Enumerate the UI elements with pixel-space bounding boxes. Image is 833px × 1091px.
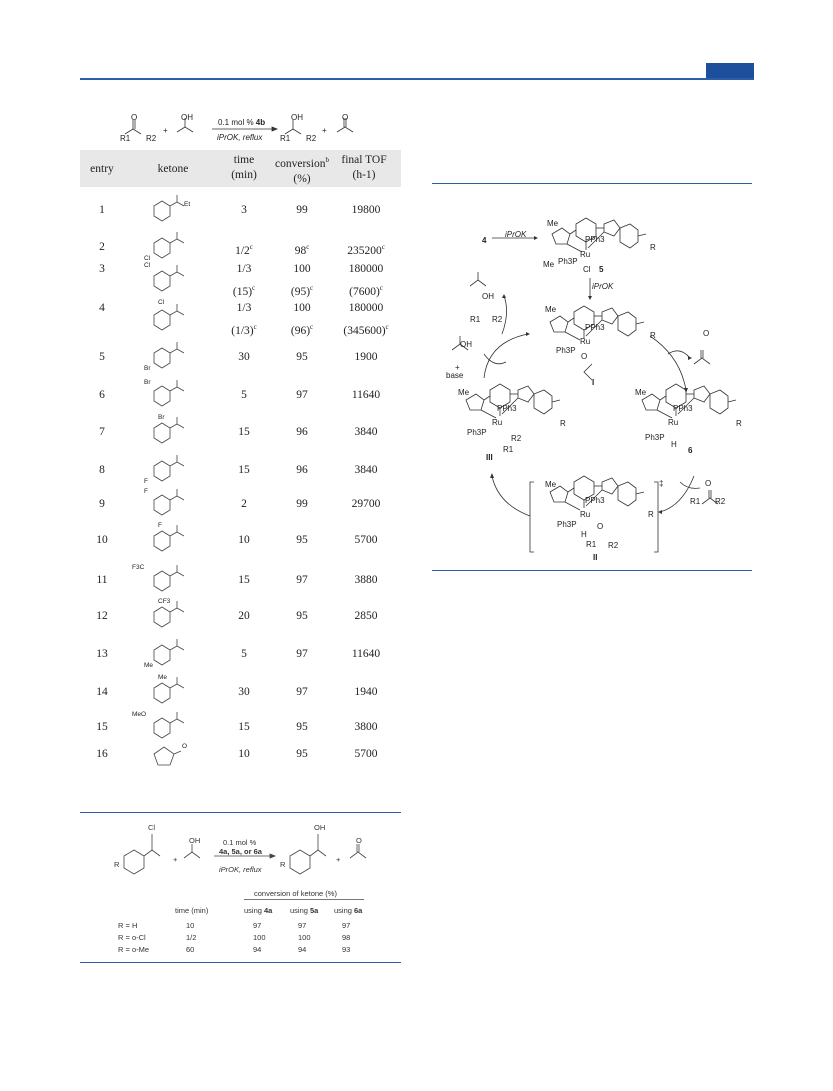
table-row bbox=[80, 345, 401, 375]
table-row bbox=[80, 711, 401, 745]
label-ru-5: Ru bbox=[580, 250, 591, 259]
t2-group-underline bbox=[244, 899, 364, 900]
ketone-substituent: F bbox=[158, 522, 162, 529]
substituent-cell: R = H bbox=[118, 921, 138, 930]
tof-cell: 3800 bbox=[354, 721, 378, 733]
table-row bbox=[80, 742, 401, 772]
conversion-cell: 93 bbox=[342, 945, 351, 954]
label-r1-3: R1 bbox=[503, 445, 514, 454]
table-row bbox=[80, 674, 401, 710]
label-o-1: O bbox=[581, 352, 588, 361]
label-pph3-2: PPh3 bbox=[585, 496, 605, 505]
label-iprok: iPrOK bbox=[505, 230, 527, 239]
conversion-cell: 97 bbox=[296, 648, 308, 660]
conversion-cell: 97 bbox=[253, 921, 262, 930]
label-cl-5: Cl bbox=[583, 265, 591, 274]
ketone-structure bbox=[140, 486, 200, 520]
entry-cell: 8 bbox=[99, 464, 105, 476]
table-row bbox=[80, 379, 401, 413]
label-oh-ipa: OH bbox=[460, 340, 472, 349]
label-ph3p-1: Ph3P bbox=[556, 346, 576, 355]
time-cell: 30 bbox=[238, 686, 250, 698]
conversion-cell: 95 bbox=[296, 748, 308, 760]
t2-using-4a: using 4a bbox=[244, 906, 273, 915]
label-base: base bbox=[446, 371, 464, 380]
conversion-cell: 99 bbox=[296, 498, 308, 510]
tof-cell: 235200$^c$ bbox=[347, 243, 385, 257]
entry-cell: 3 bbox=[99, 263, 105, 275]
t2-reagent-3: iPrOK, reflux bbox=[219, 865, 262, 874]
time-cell: 20 bbox=[238, 610, 250, 622]
time-cell: 2 bbox=[241, 498, 247, 510]
label-r-3: R bbox=[560, 419, 566, 428]
tof-cell: 2850 bbox=[354, 610, 378, 622]
scheme-rule-bottom bbox=[432, 570, 752, 571]
ketone-structure bbox=[140, 562, 200, 596]
entry-cell: 9 bbox=[99, 498, 105, 510]
label-me-6: Me bbox=[635, 388, 647, 397]
col-ketone: ketone bbox=[157, 163, 189, 175]
table-row bbox=[80, 488, 401, 522]
ketone-structure bbox=[140, 674, 200, 708]
t1-reagent-top: 0.1 mol % 4b bbox=[218, 118, 266, 127]
time-cell: 15 bbox=[238, 464, 250, 476]
label-r2-product: R2 bbox=[492, 315, 503, 324]
t2-using-6a: using 6a bbox=[334, 906, 363, 915]
t1-plus2: + bbox=[322, 126, 327, 135]
label-o-ketone: O bbox=[705, 479, 712, 488]
label-r1-product: R1 bbox=[470, 315, 481, 324]
ketone-substituent: MeO bbox=[132, 711, 147, 718]
conversion-cell: 100 bbox=[253, 933, 266, 942]
label-r1-2: R1 bbox=[586, 540, 597, 549]
t1-r1: R1 bbox=[120, 134, 131, 143]
entry-cell: 16 bbox=[96, 748, 108, 760]
tof-cell: 11640 bbox=[351, 648, 381, 660]
label-6: 6 bbox=[688, 446, 693, 455]
ketone-structure bbox=[140, 414, 200, 448]
time-cell: 10 bbox=[238, 534, 250, 546]
label-I: I bbox=[592, 378, 595, 387]
conversion-cell: 94 bbox=[253, 945, 262, 954]
table-row bbox=[80, 262, 401, 298]
entry-cell: 14 bbox=[96, 686, 108, 698]
entry-cell: 5 bbox=[99, 351, 105, 363]
ketone-substituent: Cl bbox=[144, 255, 151, 262]
label-r-2: R bbox=[648, 510, 654, 519]
tof-cell: 5700 bbox=[354, 534, 378, 546]
t2-using-5a: using 5a bbox=[290, 906, 319, 915]
table-row bbox=[80, 198, 401, 228]
tof-cell: 1940 bbox=[354, 686, 378, 698]
label-h-6: H bbox=[671, 440, 677, 449]
tof-cell: 3840 bbox=[354, 426, 378, 438]
ketone-substituent: Et bbox=[184, 201, 191, 208]
label-pph3-3: PPh3 bbox=[497, 404, 517, 413]
ketone-substituent: O bbox=[182, 743, 188, 750]
t1-r1-product: R1 bbox=[280, 134, 291, 143]
t2-o: O bbox=[356, 836, 362, 845]
label-me-5b: Me bbox=[543, 260, 555, 269]
table-row bbox=[80, 642, 401, 672]
entry-cell: 11 bbox=[96, 574, 108, 586]
label-4: 4 bbox=[482, 236, 487, 245]
conversion-cell: 95 bbox=[296, 610, 308, 622]
ketone-substituent: CF3 bbox=[158, 598, 171, 605]
ketone-structure bbox=[140, 192, 200, 226]
t1-oh: OH bbox=[181, 113, 193, 122]
conversion-cell: 97 bbox=[296, 389, 308, 401]
ketone-structure bbox=[140, 736, 200, 770]
entry-cell: 4 bbox=[99, 302, 105, 314]
table-row bbox=[80, 522, 401, 558]
time-cell: 1/3 $(1/3)^c$ bbox=[231, 302, 257, 337]
tof-cell: 1900 bbox=[354, 351, 378, 363]
time-cell: 1/3 $(15)^c$ bbox=[232, 263, 256, 298]
ketone-substituent: Br bbox=[144, 379, 151, 386]
t1-plus: + bbox=[163, 126, 168, 135]
conversion-cell: 99 bbox=[296, 204, 308, 216]
t2-r-reactant: R bbox=[114, 860, 120, 869]
label-III: III bbox=[486, 453, 493, 462]
ketone-structure bbox=[140, 452, 200, 486]
conversion-cell: 95 bbox=[296, 534, 308, 546]
label-r1-ketone: R1 bbox=[690, 497, 701, 506]
ketone-substituent: Me bbox=[158, 674, 168, 681]
col-time: time (min) bbox=[231, 154, 257, 181]
entry-cell: 1 bbox=[99, 204, 105, 216]
time-cell: 5 bbox=[241, 648, 247, 660]
label-o-2: O bbox=[597, 522, 604, 531]
conversion-cell: 95 bbox=[296, 351, 308, 363]
label-h-2: H bbox=[581, 530, 587, 539]
table-row bbox=[80, 414, 401, 450]
conversion-cell: 95 bbox=[296, 721, 308, 733]
label-ru-6: Ru bbox=[668, 418, 679, 427]
t2-cl: Cl bbox=[148, 823, 156, 832]
entry-cell: 13 bbox=[96, 648, 108, 660]
header-rule bbox=[80, 78, 754, 80]
substituent-cell: R = o-Cl bbox=[118, 933, 146, 942]
col-entry: entry bbox=[90, 163, 114, 175]
t1-o-acetone: O bbox=[342, 113, 349, 122]
label-plus: + bbox=[455, 363, 460, 372]
conversion-cell: 94 bbox=[298, 945, 307, 954]
label-ph3p-3: Ph3P bbox=[467, 428, 487, 437]
label-r-1: R bbox=[650, 331, 656, 340]
substituent-cell: R = o-Me bbox=[118, 945, 150, 954]
ketone-substituent: Cl bbox=[158, 299, 165, 306]
label-oh-product: OH bbox=[482, 292, 494, 301]
ketone-substituent: Br bbox=[158, 414, 165, 421]
conversion-cell: 97 bbox=[296, 686, 308, 698]
label-5: 5 bbox=[599, 265, 604, 274]
label-II: II bbox=[593, 553, 598, 562]
time-cell: 5 bbox=[241, 389, 247, 401]
conversion-cell: 100 bbox=[298, 933, 311, 942]
col-tof: final TOF (h-1) bbox=[341, 154, 387, 181]
t2-r-product: R bbox=[280, 860, 286, 869]
label-ru-2: Ru bbox=[580, 510, 591, 519]
label-o-acetone: O bbox=[703, 329, 710, 338]
time-cell: 15 bbox=[238, 574, 250, 586]
t2-reagent-2: 4a, 5a, or 6a bbox=[219, 847, 262, 856]
time-cell: 1/2$^c$ bbox=[235, 243, 253, 257]
label-me-5a: Me bbox=[547, 219, 559, 228]
entry-cell: 15 bbox=[96, 721, 108, 733]
conversion-cell: 98$^c$ bbox=[294, 243, 310, 257]
conversion-cell: 97 bbox=[298, 921, 307, 930]
ketone-substituent: F bbox=[144, 488, 148, 495]
t2-plus1: + bbox=[173, 855, 178, 864]
time-cell: 10 bbox=[238, 748, 250, 760]
t2-plus2: + bbox=[336, 855, 341, 864]
conversion-cell: 97 bbox=[296, 574, 308, 586]
ketone-substituent: Me bbox=[144, 662, 154, 669]
time-cell: 30 bbox=[238, 351, 250, 363]
time-cell: 10 bbox=[186, 921, 195, 930]
time-cell: 60 bbox=[186, 945, 195, 954]
table2-rule-top bbox=[80, 812, 401, 813]
label-pph3-5: PPh3 bbox=[585, 235, 605, 244]
table2-rule-bottom bbox=[80, 962, 401, 963]
ketone-substituent: F3C bbox=[132, 564, 145, 571]
tof-cell: 19800 bbox=[351, 204, 381, 216]
table-row bbox=[80, 458, 401, 488]
tof-cell: 11640 bbox=[351, 389, 381, 401]
t1-oh-product: OH bbox=[291, 113, 303, 122]
ketone-structure bbox=[140, 301, 200, 335]
tof-cell: 5700 bbox=[354, 748, 378, 760]
t2-reagent-1: 0.1 mol % bbox=[223, 838, 257, 847]
tof-cell: 180000 $(7600)^c$ bbox=[348, 263, 384, 298]
label-ph3p-5: Ph3P bbox=[558, 257, 578, 266]
ketone-substituent: Cl bbox=[144, 262, 151, 269]
t1-r2: R2 bbox=[146, 134, 157, 143]
time-cell: 15 bbox=[238, 721, 250, 733]
label-iprok2: iPrOK bbox=[592, 282, 614, 291]
label-r-6: R bbox=[736, 419, 742, 428]
conversion-cell: 100 $(95)^c$ bbox=[290, 263, 314, 298]
label-ru-3: Ru bbox=[492, 418, 503, 427]
t1-reagent-bottom: iPrOK, reflux bbox=[217, 133, 263, 142]
label-pph3-1: PPh3 bbox=[585, 323, 605, 332]
entry-cell: 6 bbox=[99, 389, 105, 401]
conversion-cell: 97 bbox=[342, 921, 351, 930]
col-conversion: conversion$^b$ (%) bbox=[275, 156, 329, 185]
label-ru-1: Ru bbox=[580, 337, 591, 346]
conversion-cell: 96 bbox=[296, 464, 308, 476]
t2-group-header: conversion of ketone (%) bbox=[254, 889, 337, 898]
conversion-cell: 96 bbox=[296, 426, 308, 438]
tof-cell: 3880 bbox=[354, 574, 378, 586]
label-ph3p-6: Ph3P bbox=[645, 433, 665, 442]
scheme-rule-top bbox=[432, 183, 752, 184]
tof-cell: 29700 bbox=[351, 498, 381, 510]
table-row bbox=[80, 299, 401, 337]
time-cell: 3 bbox=[241, 204, 247, 216]
t1-r2-product: R2 bbox=[306, 134, 317, 143]
label-ph3p-2: Ph3P bbox=[557, 520, 577, 529]
time-cell: 1/2 bbox=[186, 933, 197, 942]
t2-oh-product: OH bbox=[314, 823, 326, 832]
t2-time-header: time (min) bbox=[175, 906, 209, 915]
label-r2-ketone: R2 bbox=[715, 497, 726, 506]
entry-cell: 12 bbox=[96, 610, 108, 622]
label-r2-2: R2 bbox=[608, 541, 619, 550]
label-me-3: Me bbox=[458, 388, 470, 397]
page-tab bbox=[706, 63, 754, 78]
label-r-5: R bbox=[650, 243, 656, 252]
label-r2-3: R2 bbox=[511, 434, 522, 443]
tof-cell: 3840 bbox=[354, 464, 378, 476]
entry-cell: 10 bbox=[96, 534, 108, 546]
table-row bbox=[80, 598, 401, 634]
t2-oh: OH bbox=[189, 836, 201, 845]
ketone-substituent: F bbox=[144, 478, 148, 485]
label-me-1: Me bbox=[545, 305, 557, 314]
conversion-cell: 100 $(96)^c$ bbox=[290, 302, 314, 337]
tof-cell: 180000 $(345600)^c$ bbox=[343, 302, 389, 337]
t1-o: O bbox=[131, 113, 138, 122]
label-ts-dagger: ‡ bbox=[659, 479, 664, 488]
table-row bbox=[80, 564, 401, 598]
entry-cell: 2 bbox=[99, 241, 105, 253]
entry-cell: 7 bbox=[99, 426, 105, 438]
label-me-2: Me bbox=[545, 480, 557, 489]
time-cell: 15 bbox=[238, 426, 250, 438]
label-pph3-6: PPh3 bbox=[673, 404, 693, 413]
ketone-structure bbox=[140, 522, 200, 556]
ketone-substituent: Br bbox=[144, 365, 151, 372]
conversion-cell: 98 bbox=[342, 933, 351, 942]
